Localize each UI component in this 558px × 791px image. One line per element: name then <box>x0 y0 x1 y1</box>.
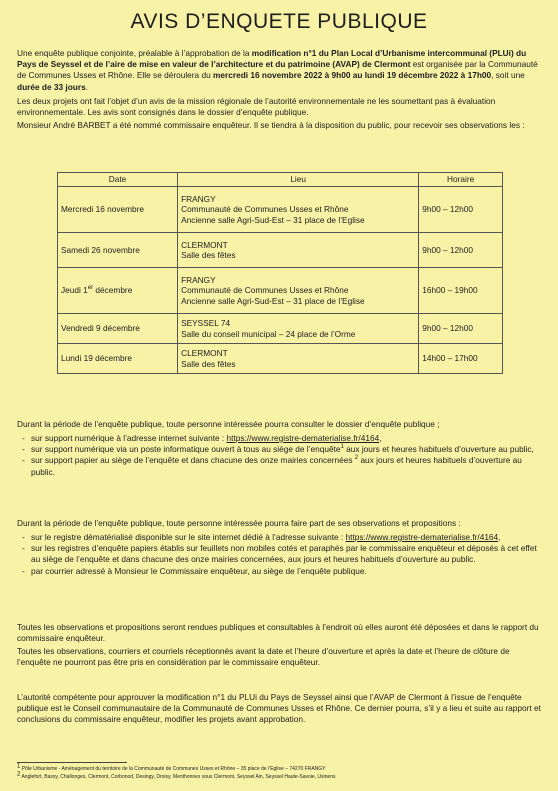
consult-intro: Durant la période de l’enquête publique, toute personne intéressée pourra consulter le dossier d’enquête publique ; <box>17 419 440 429</box>
intro-dates: mercredi 16 novembre 2022 à 9h00 au lundi 19 décembre 2022 à 17h00 <box>213 70 492 81</box>
list-item <box>17 532 543 543</box>
lieu-line: Communauté de Communes Usses et Rhône <box>181 204 349 215</box>
footnote-2 <box>17 771 543 781</box>
lieu-town: CLERMONT <box>181 348 228 358</box>
row-lieu <box>178 314 419 344</box>
intro-text-2: est organisée par la Communauté de Communes Usses et Rhône. Elle se déroulera du <box>17 59 538 81</box>
header-horaire: Horaire <box>419 173 503 187</box>
public-paragraph: Toutes les observations et propositions seront rendues publiques et consultables à l’endroit où elles auront été déposées et dans le rapport du commissaire enquêteur. <box>17 622 539 644</box>
page-title: AVIS D’ENQUETE PUBLIQUE <box>130 10 428 33</box>
commissioner-paragraph: Monsieur André BARBET a été nommé commissaire enquêteur. Il se tiendra à la disposition du public, pour recevoir ses observations les : <box>17 120 525 130</box>
lieu-line: Salle du conseil municipal – 24 place de l’Orme <box>181 328 356 339</box>
lieu-line: Salle des fêtes <box>181 358 236 369</box>
list-item <box>17 444 543 455</box>
table-row <box>58 233 503 268</box>
consult-item-text: aux jours et heures habituels d’ouverture au public. <box>31 455 522 477</box>
row-horaire: 9h00 – 12h00 <box>419 314 503 344</box>
final-paragraph: L’autorité compétente pour approuver la modification n°1 du PLUi du Pays de Seyssel ainsi que l’AVAP de Clermont à l’issue de l’enquête publique est le Conseil communautaire de la Communauté de Communes Usses et Rhône. Ce dernier pourra, s’il y a lieu et suite au rapport et conclusions du commissaire enquêteur, modifier les projets avant approbation. <box>17 692 541 725</box>
consult-item-text: sur support papier au siège de l’enquête et dans chacune des onze mairies concernées <box>31 455 355 466</box>
lieu-town: CLERMONT <box>181 239 228 250</box>
late-paragraph: Toutes les observations, courriers et courriels réceptionnés avant la date et l’heure d’ouverture et après la date et l’heure de clôture de l’enquête ne pourront pas être pris en considération par le commissaire enquêteur. <box>17 646 510 668</box>
list-item: - par courrier adressé à Monsieur le Commissaire enquêteur, au siège de l’enquête publique. <box>17 566 543 577</box>
header-date: Date <box>58 173 178 187</box>
lieu-line: Salle des fêtes <box>181 250 236 260</box>
date-text: Jeudi 1 <box>61 285 88 296</box>
observations-item-text: sur le registre dématérialisé disponible sur le site internet dédié à l’adresse suivante : <box>31 532 346 542</box>
intro-text-1: Une enquête publique conjointe, préalable à l’approbation de la <box>17 48 252 58</box>
intro-paragraph <box>17 48 543 93</box>
row-date <box>58 314 178 344</box>
table-row <box>58 344 503 374</box>
intro-duration: durée de 33 jours <box>17 81 86 92</box>
registry-link[interactable]: https://www.registre-dematerialise.fr/4164 <box>226 433 380 443</box>
footnote-ref: 1 <box>340 444 344 451</box>
date-text: Samedi 26 novembre <box>61 244 140 255</box>
row-horaire: 14h00 – 17h00 <box>419 344 503 374</box>
row-lieu <box>178 268 419 314</box>
footnote-divider <box>17 762 127 763</box>
row-date <box>58 187 178 233</box>
row-lieu <box>178 233 419 268</box>
row-date <box>58 344 178 374</box>
table-row <box>58 187 503 233</box>
intro-text-4: . <box>85 81 89 92</box>
lieu-line: Communauté de Communes Usses et Rhône <box>181 285 349 296</box>
schedule-table <box>57 172 503 374</box>
lieu-line: Ancienne salle Agri-Sud-Est – 31 place de l’Eglise <box>181 214 365 225</box>
consult-list <box>17 433 543 478</box>
environmental-paragraph: Les deux projets ont fait l’objet d’un avis de la mission régionale de l’autorité environnementale ne les soumettant pas à évaluation environnementale. Les avis sont consignés dans le dossier d’enquête publique. <box>17 96 496 118</box>
row-lieu <box>178 187 419 233</box>
observations-intro: Durant la période de l’enquête publique, toute personne intéressée pourra faire part de ses observations et propositions : <box>17 518 461 528</box>
header-lieu: Lieu <box>178 173 419 187</box>
observations-item-end: , <box>498 532 501 542</box>
intro-project-title: modification n°1 du Plan Local d’Urbanisme intercommunal (PLUi) du Pays de Seyssel et de l’aire de mise en valeur de l’architecture et du patrimoine (AVAP) de Clermont <box>17 48 527 70</box>
lieu-town: FRANGY <box>181 274 216 285</box>
list-item <box>17 455 543 477</box>
table-row <box>58 314 503 344</box>
row-lieu <box>178 344 419 374</box>
table-row <box>58 268 503 314</box>
footnote-text: Pôle Urbanisme - Aménagement du territoire de la Communauté de Communes Usses et Rhône – 35 place de l’Eglise – 74270 FRANGY <box>20 766 326 772</box>
schedule-header-row <box>58 173 503 187</box>
date-superscript: er <box>87 285 94 292</box>
row-date <box>58 233 178 268</box>
intro-text-3: , soit une <box>491 70 525 81</box>
footnote-text: Anglefort, Bassy, Challonges, Clermont, Corbonod, Desingy, Droisy, Menthonnex sous Clermont, Seyssel Ain, Seyssel Haute-Savoie, Usinens <box>20 774 336 780</box>
list-item <box>17 433 543 444</box>
consult-item-text: sur support numérique via un poste informatique ouvert à tous au siège de l’enquête <box>31 444 341 455</box>
consult-item-end: , <box>379 433 382 443</box>
date-text-after: décembre <box>93 285 133 296</box>
list-item: - sur les registres d’enquête papiers établis sur feuillets non mobiles cotés et paraphés par le commissaire enquêteur et déposés à cet effet au siège de l’enquête et dans chacune des onze mairies concernées, aux jours et heures habituels d’ouverture au public. <box>17 543 543 565</box>
registry-link[interactable]: https://www.registre-dematerialise.fr/4164 <box>345 532 499 542</box>
footnote-number: 1 <box>17 763 21 770</box>
footnote-ref: 2 <box>354 455 359 462</box>
lieu-town: FRANGY <box>181 193 216 204</box>
lieu-line: Ancienne salle Agri-Sud-Est – 31 place de l’Eglise <box>181 295 365 306</box>
lieu-town: SEYSSEL 74 <box>181 318 231 328</box>
row-horaire: 16h00 – 19h00 <box>419 268 503 314</box>
row-horaire: 9h00 – 12h00 <box>419 233 503 268</box>
row-date <box>58 268 178 314</box>
footnote-number: 2 <box>17 771 21 778</box>
consult-item-text: aux jours et heures habituels d’ouverture au public, <box>343 444 534 455</box>
row-horaire: 9h00 – 12h00 <box>419 187 503 233</box>
observations-list <box>17 532 543 577</box>
date-text: Mercredi 16 novembre <box>61 204 145 215</box>
date-text: Vendredi 9 décembre <box>61 323 140 334</box>
date-text: Lundi 19 décembre <box>61 353 133 364</box>
consult-item-text: sur support numérique à l’adresse internet suivante : <box>31 433 227 443</box>
footnote-1 <box>17 763 543 773</box>
